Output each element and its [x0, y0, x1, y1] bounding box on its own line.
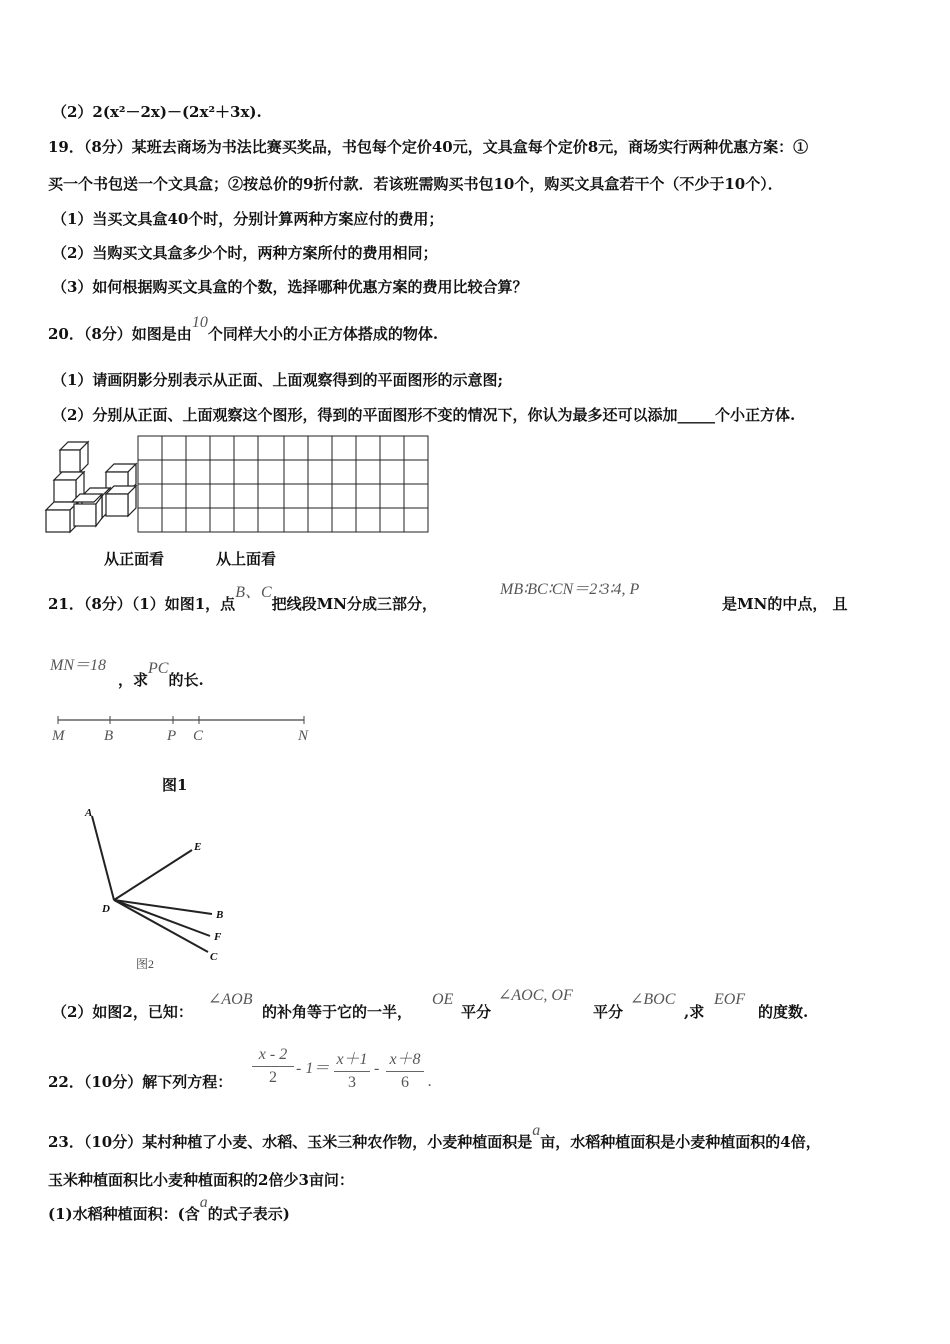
q21-oe: OE [432, 991, 454, 1008]
front-view-grid [138, 436, 284, 532]
cube [72, 494, 102, 526]
q21-ask-suffix: 的长. [168, 671, 204, 689]
q21-part2-d: ,求 [684, 1003, 705, 1021]
q22-end: . [428, 1073, 432, 1090]
q21-part2-a: 的补角等于它的一半， [262, 1003, 413, 1021]
ray-de [114, 850, 192, 900]
q19-part3: （3）如何根据购买文具盒的个数，选择哪种优惠方案的费用比较合算？ [52, 278, 528, 296]
q21-part2-prefix: （2）如图2，已知： [52, 1003, 193, 1021]
q23-stem [48, 1122, 821, 1153]
q21-points-bc: B、C [235, 584, 272, 601]
label-m: M [52, 728, 65, 744]
ray-df [114, 900, 210, 936]
q20-stem [48, 314, 439, 345]
q20-part1: （1）请画阴影分别表示从正面、上面观察得到的平面图形的示意图; [52, 371, 503, 389]
q21-eof: EOF [714, 991, 746, 1008]
q22-den3: 6 [401, 1074, 409, 1091]
q20-stem-suffix: 个同样大小的小正方体搭成的物体. [207, 325, 439, 343]
q23-stem-suffix: 亩，水稻种植面积是小麦种植面积的4倍， [540, 1133, 821, 1151]
q21-fig1 [46, 706, 326, 746]
q23-var: a [532, 1122, 541, 1139]
q19-stem-line2: 买一个书包送一个文具盒；②按总价的9折付款．若该班需购买书包10个，购买文具盒若干个（不少于10个）． [48, 175, 783, 193]
q23-part1 [48, 1194, 290, 1225]
q23-part1-prefix: (1)水稻种植面积：(含 [48, 1205, 200, 1223]
q21-ask-prefix: ，求 [118, 671, 149, 689]
label-c: C [193, 728, 204, 744]
q22-frac3 [386, 1046, 424, 1092]
q21-part2-c: 平分 [593, 1003, 624, 1021]
q21-pc: PC [148, 660, 169, 677]
q21-aoc-of: ∠AOC, OF [498, 987, 573, 1004]
q21-stem-suffix: 是MN的中点， 且 [722, 595, 848, 613]
q20-label-front: 从正面看 [104, 550, 165, 568]
q21-fig2 [80, 802, 240, 977]
q20-figure [40, 432, 440, 542]
q21-stem [48, 584, 437, 615]
label-b: B [104, 728, 114, 744]
q21-stem-mid: 把线段MN分成三部分， [271, 595, 437, 613]
q20-stem-prefix: 20．（8分）如图是由 [48, 325, 192, 343]
q21-mn-eq: MN＝18 [50, 657, 107, 674]
label-d: D [102, 903, 110, 915]
label-b2: B [216, 909, 224, 921]
cube [60, 442, 88, 472]
q23-part1-var: a [199, 1194, 208, 1211]
label-f: F [214, 931, 222, 943]
q22-num2: x＋1 [336, 1051, 368, 1068]
q22-stem: 22．（10分）解下列方程： [48, 1073, 233, 1091]
q22-den2: 3 [348, 1074, 356, 1091]
q22-frac2 [334, 1046, 370, 1092]
q19-part2: （2）当购买文具盒多少个时，两种方案所付的费用相同； [52, 244, 438, 262]
label-c2: C [210, 951, 218, 963]
q20-label-top: 从上面看 [216, 550, 277, 568]
q19-stem-line1: 19．（8分）某班去商场为书法比赛买奖品，书包每个定价40元，文具盒每个定价8元，商场实行两种优惠方案：① [48, 138, 809, 156]
q22-num1: x - 2 [258, 1046, 288, 1063]
q19-part1: （1）当买文具盒40个时，分别计算两种方案应付的费用； [52, 210, 444, 228]
ray-dc [114, 900, 208, 952]
q23-stem-prefix: 23．（10分）某村种植了小麦、水稻、玉米三种农作物，小麦种植面积是 [48, 1133, 533, 1151]
label-p: P [167, 728, 177, 744]
q21-boc: ∠BOC [630, 991, 676, 1008]
q20-count: 10 [191, 314, 208, 331]
cube [106, 486, 136, 516]
q23-part1-suffix: 的式子表示) [207, 1205, 290, 1223]
q22-mid: - 1＝ [296, 1060, 330, 1077]
q21-stem-prefix: 21．（8分）（1）如图1，点 [48, 595, 236, 613]
top-view-grid [284, 436, 428, 532]
q21-part2-e: 的度数. [758, 1003, 809, 1021]
q22-op: - [374, 1060, 380, 1077]
label-n: N [298, 728, 309, 744]
q21-fig1-caption: 图1 [162, 776, 188, 794]
q21-ratio: MB∶BC∶CN＝2∶3∶4, P [500, 581, 640, 598]
cube [46, 502, 78, 532]
q18-part2: （2）2(x²－2x)－(2x²＋3x). [52, 103, 262, 121]
q23-line2: 玉米种植面积比小麦种植面积的2倍少3亩问： [48, 1171, 354, 1189]
q22-den1: 2 [269, 1069, 277, 1086]
q21-aob: ∠AOB [208, 991, 253, 1008]
q21-part2-b: 平分 [461, 1003, 492, 1021]
label-e: E [194, 841, 202, 853]
q22-num3: x＋8 [389, 1051, 421, 1068]
q21-ask [118, 660, 204, 691]
cube-stack [46, 442, 136, 532]
label-a: A [85, 807, 93, 819]
q20-part2: （2）分别从正面、上面观察这个图形，得到的平面图形不变的情况下，你认为最多还可以添加_____个小正方体. [52, 406, 796, 424]
fig2-caption: 图2 [136, 957, 155, 971]
ray-da [92, 816, 114, 900]
q22-frac1 [252, 1046, 294, 1087]
